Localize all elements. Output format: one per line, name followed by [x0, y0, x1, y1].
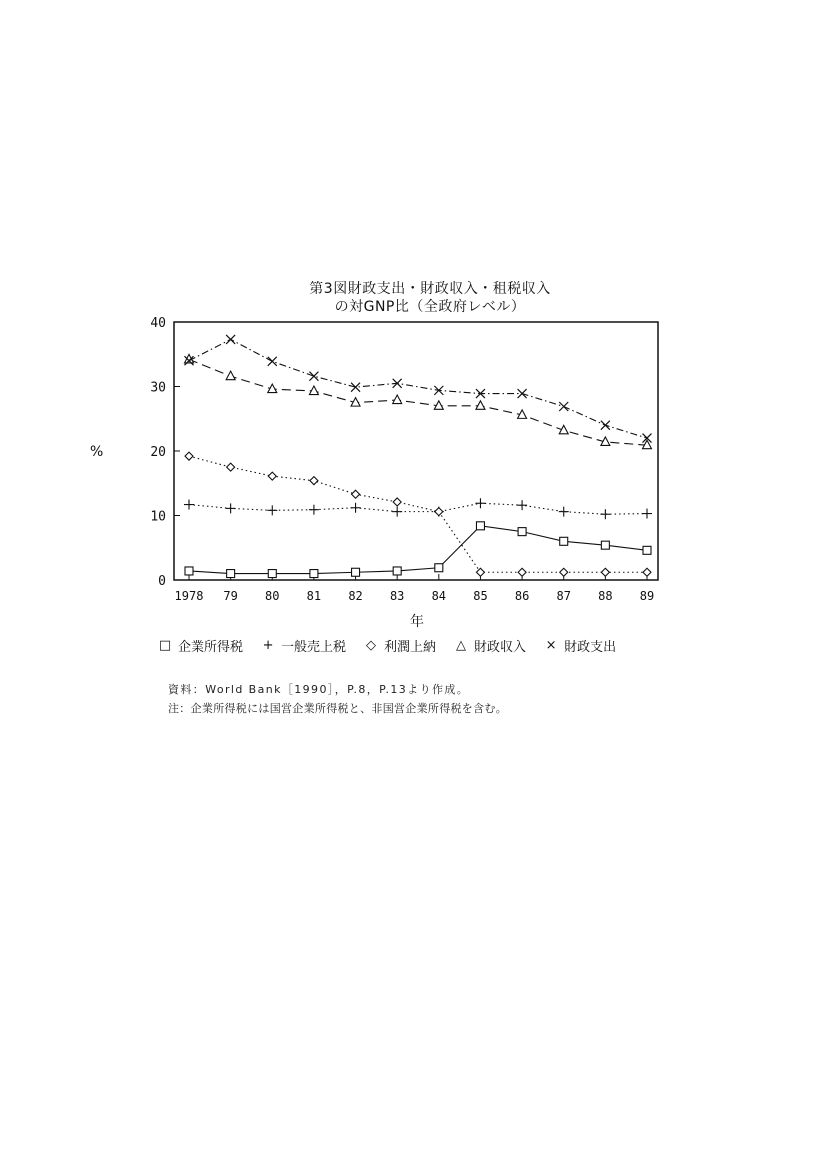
- legend-item-general-sales-tax: [261, 636, 346, 655]
- data-point-diamond: [476, 568, 484, 576]
- data-point-plus: [267, 505, 277, 515]
- y-tick-label: 20: [150, 445, 166, 460]
- data-point-square: [352, 568, 360, 576]
- series-line: [189, 503, 647, 514]
- data-point-triangle: [393, 395, 402, 404]
- series-line: [189, 456, 647, 572]
- x-marker-icon: ×: [545, 638, 557, 653]
- x-tick-label: 82: [348, 589, 363, 603]
- data-point-plus: [600, 509, 610, 519]
- y-tick-label: 0: [158, 574, 166, 589]
- data-point-square: [310, 570, 318, 578]
- x-tick-label: 81: [306, 589, 322, 603]
- y-tick-label: 10: [150, 509, 166, 525]
- x-axis: [175, 574, 655, 603]
- data-point-square: [560, 537, 568, 545]
- data-point-diamond: [560, 568, 568, 576]
- data-point-diamond: [227, 463, 235, 471]
- data-point-plus: [351, 503, 361, 513]
- series-square: [185, 522, 651, 578]
- legend-item-fiscal-expenditure: [544, 636, 616, 655]
- x-tick-label: 83: [389, 589, 405, 603]
- legend: [158, 636, 616, 655]
- data-point-plus: [392, 507, 402, 517]
- plot-frame: [174, 322, 658, 580]
- legend-item-fiscal-revenue: [454, 636, 526, 655]
- data-point-plus: [184, 500, 194, 510]
- data-point-x: [268, 357, 277, 366]
- y-tick-label: 40: [150, 316, 166, 331]
- legend-label: 利潤上納: [384, 640, 437, 655]
- series-triangle: [185, 354, 652, 448]
- y-tick-label: 30: [150, 380, 166, 396]
- data-point-x: [226, 335, 235, 344]
- data-point-triangle: [226, 371, 235, 380]
- x-tick-label: 85: [473, 589, 488, 603]
- data-point-x: [309, 372, 318, 381]
- data-point-x: [518, 389, 527, 398]
- data-point-diamond: [310, 477, 318, 485]
- data-point-diamond: [393, 498, 401, 506]
- legend-label: 財政支出: [564, 640, 617, 655]
- legend-label: 企業所得税: [178, 640, 244, 655]
- legend-item-profit-remittance: [364, 636, 436, 655]
- data-point-square: [268, 570, 276, 578]
- chart-title: 第3図財政支出・財政収入・租税収入: [309, 281, 551, 297]
- data-point-square: [393, 567, 401, 575]
- x-tick-label: 84: [431, 589, 447, 603]
- source-note: 資料：World Bank［1990］，P.8，P.13より作成。: [168, 683, 470, 696]
- x-tick-label: 1978: [174, 589, 204, 603]
- x-tick-label: 89: [639, 589, 655, 603]
- legend-label: 財政収入: [474, 640, 527, 655]
- data-point-diamond: [518, 568, 526, 576]
- data-point-plus: [475, 498, 485, 508]
- data-point-plus: [309, 505, 319, 515]
- data-point-plus: [559, 507, 569, 517]
- data-point-plus: [226, 503, 236, 513]
- x-tick-label: 88: [598, 589, 613, 603]
- y-axis-label: %: [90, 444, 104, 460]
- square-marker-icon: □: [158, 638, 172, 653]
- data-point-triangle: [476, 401, 485, 410]
- series-layer: [184, 335, 652, 578]
- data-point-diamond: [185, 452, 193, 460]
- data-point-triangle: [309, 386, 318, 395]
- chart-subtitle: の対GNP比（全政府レベル）: [334, 299, 526, 315]
- data-point-diamond: [352, 490, 360, 498]
- footnote: 注：企業所得税には国営企業所得税と、非国営企業所得税を含む。: [168, 702, 507, 715]
- data-point-diamond: [435, 508, 443, 516]
- x-tick-label: 87: [556, 589, 571, 603]
- data-point-square: [643, 546, 651, 554]
- data-point-plus: [517, 500, 527, 510]
- data-point-diamond: [643, 568, 651, 576]
- x-tick-label: 79: [223, 589, 238, 603]
- x-tick-label: 86: [514, 589, 530, 603]
- data-point-x: [601, 421, 610, 430]
- data-point-square: [185, 567, 193, 575]
- series-plus: [184, 498, 652, 519]
- data-point-diamond: [268, 472, 276, 480]
- data-point-square: [227, 570, 235, 578]
- legend-label: 一般売上税: [281, 640, 347, 655]
- series-x: [185, 335, 652, 443]
- series-line: [189, 359, 647, 445]
- triangle-marker-icon: △: [456, 638, 467, 653]
- series-diamond: [185, 452, 651, 576]
- series-line: [189, 339, 647, 438]
- data-point-square: [601, 541, 609, 549]
- x-tick-label: 80: [265, 589, 280, 603]
- x-axis-label: 年: [410, 614, 424, 630]
- data-point-plus: [642, 509, 652, 519]
- data-point-diamond: [601, 568, 609, 576]
- y-axis: [150, 316, 180, 589]
- data-point-square: [518, 528, 526, 536]
- series-line: [189, 526, 647, 574]
- diamond-marker-icon: ◇: [366, 638, 377, 653]
- data-point-square: [435, 564, 443, 572]
- plus-marker-icon: +: [262, 638, 274, 653]
- legend-item-corporate-income-tax: [158, 636, 243, 655]
- data-point-x: [559, 402, 568, 411]
- data-point-square: [476, 522, 484, 530]
